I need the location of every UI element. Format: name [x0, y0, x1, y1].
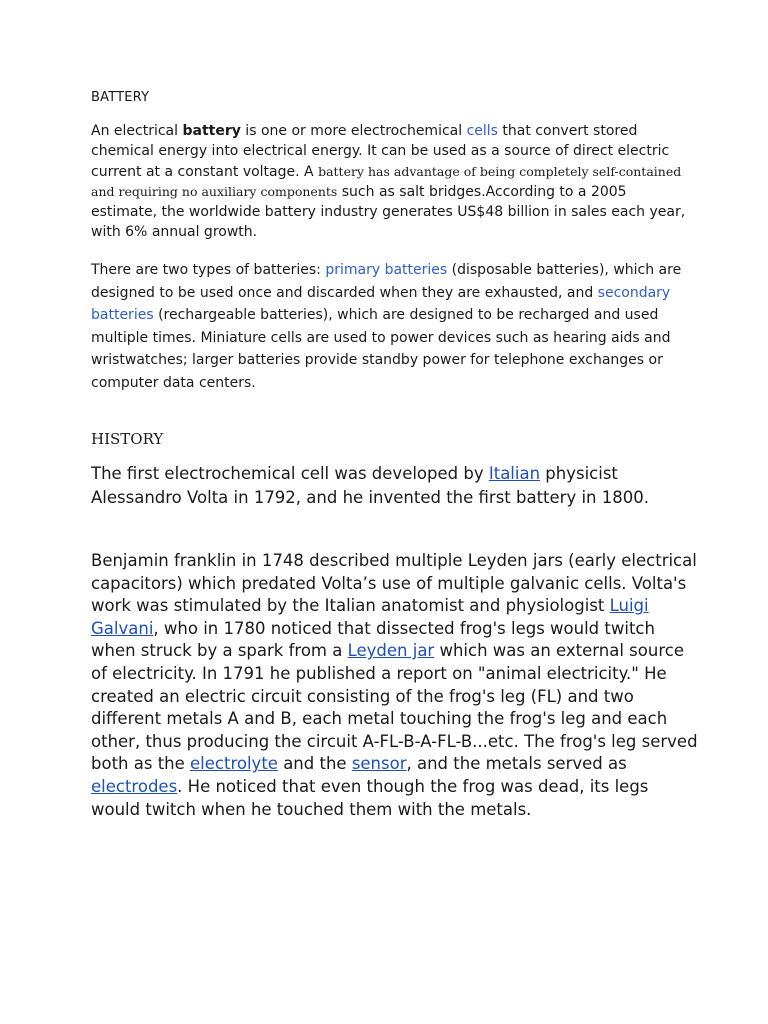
history-p1-text-1: The first electrochemical cell was developed by: [91, 464, 489, 483]
history-p2-text-3: which was an external source of electricity. In 1791 he published a report on "animal electricity." He created an electric circuit consisting of the frog's leg (FL) and two different metals A and B, each metal touching the frog's leg and each other, thus producing the circuit A-FL-B-A-FL-B...etc. The frog's leg served both as the: [91, 641, 698, 774]
link-primary-batteries[interactable]: primary batteries: [325, 262, 448, 278]
battery-types-paragraph: [91, 259, 696, 395]
link-italian[interactable]: Italian: [488, 464, 541, 483]
types-text-2: (disposable batteries), which are designed to be used once and discarded when they are exhausted, and: [91, 262, 682, 301]
intro-text-2: is one or more electrochemical: [240, 123, 463, 139]
link-cells[interactable]: cells: [462, 123, 498, 139]
link-sensor[interactable]: sensor: [351, 754, 407, 774]
history-heading: HISTORY: [91, 430, 164, 448]
intro-paragraph: [91, 121, 691, 243]
history-p2-text-5: , and the metals served as: [406, 754, 627, 774]
intro-text-3: that convert stored chemical energy into electrical energy. It can be used as a source of direct electric current at a constant voltage. A: [91, 123, 670, 180]
intro-serif-text: battery has advantage of being completely self-contained and requiring no auxiliary components: [91, 163, 682, 199]
history-p2-text-2: , who in 1780 noticed that dissected frog's legs would twitch when struck by a spark from a: [91, 618, 655, 661]
intro-text-4: such as salt bridges.According to a 2005 estimate, the worldwide battery industry generates US$48 billion in sales each year, with 6% annual growth.: [91, 183, 686, 241]
history-p1-text-2: physicist Alessandro Volta in 1792, and he invented the first battery in 1800.: [91, 464, 649, 507]
link-leyden-jar[interactable]: Leyden jar: [347, 641, 435, 661]
link-electrodes[interactable]: electrodes: [91, 776, 178, 796]
history-paragraph-1: [91, 462, 701, 509]
link-secondary-batteries[interactable]: secondary batteries: [91, 284, 671, 324]
intro-text-1: An electrical: [91, 123, 183, 139]
link-luigi-galvani[interactable]: Luigi Galvani: [91, 596, 649, 638]
history-p2-text-4: and the: [277, 754, 352, 774]
types-text-3: (rechargeable batteries), which are designed to be recharged and used multiple times. Miniature cells are used to power devices such as hearing aids and wristwatches; larger batteries provide standby power for telephone exchanges or computer data centers.: [91, 307, 671, 391]
document-title: BATTERY: [91, 90, 150, 105]
history-p2-text-1: Benjamin franklin in 1748 described multiple Leyden jars (early electrical capacitors) which predated Volta’s use of multiple galvanic cells. Volta's work was stimulated by the Italian anatomist and physiologist: [91, 551, 697, 616]
link-electrolyte[interactable]: electrolyte: [190, 754, 278, 774]
types-text-1: There are two types of batteries:: [91, 262, 326, 278]
intro-bold-battery: battery: [182, 123, 241, 139]
history-p2-text-6: . He noticed that even though the frog was dead, its legs would twitch when he touched them with the metals.: [91, 776, 649, 819]
history-paragraph-2: [91, 550, 701, 821]
